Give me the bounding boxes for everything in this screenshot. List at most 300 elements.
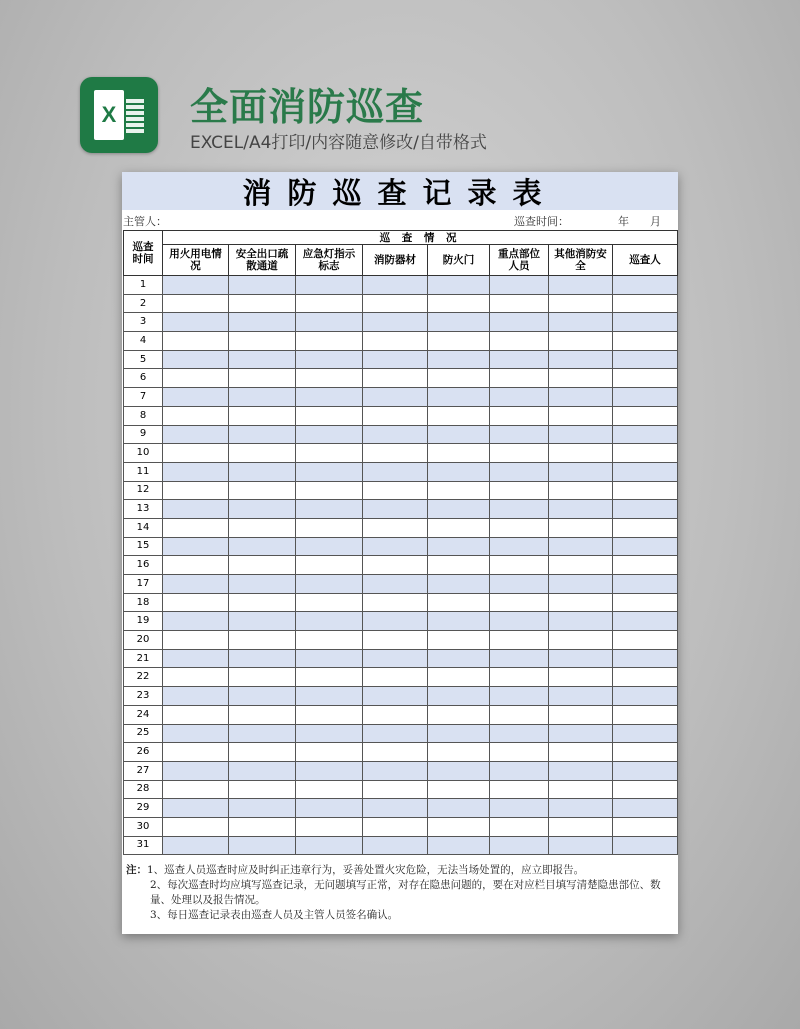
table-cell[interactable]	[428, 687, 490, 706]
table-cell[interactable]	[428, 799, 490, 818]
table-cell[interactable]	[490, 687, 549, 706]
column-header: 防火门	[428, 245, 490, 276]
table-cell[interactable]	[296, 444, 363, 463]
table-cell[interactable]	[296, 668, 363, 687]
table-cell[interactable]	[229, 294, 296, 313]
table-cell[interactable]	[613, 575, 678, 594]
table-cell[interactable]	[490, 780, 549, 799]
spreadsheet	[122, 172, 678, 934]
table-cell[interactable]	[549, 481, 613, 500]
table-cell[interactable]	[363, 369, 428, 388]
table-cell[interactable]	[613, 780, 678, 799]
table-cell[interactable]	[296, 724, 363, 743]
table-cell[interactable]	[428, 649, 490, 668]
table-cell[interactable]	[363, 724, 428, 743]
table-cell[interactable]	[229, 388, 296, 407]
table-cell[interactable]	[363, 668, 428, 687]
table-cell[interactable]	[363, 780, 428, 799]
table-cell[interactable]	[613, 836, 678, 855]
table-cell[interactable]	[490, 388, 549, 407]
sheet-title: 消防巡查记录表	[122, 172, 678, 210]
table-cell[interactable]	[613, 388, 678, 407]
table-cell[interactable]	[163, 425, 229, 444]
table-cell[interactable]	[163, 631, 229, 650]
table-cell[interactable]	[296, 500, 363, 519]
table-cell[interactable]	[549, 444, 613, 463]
table-cell[interactable]	[490, 724, 549, 743]
table-cell[interactable]	[549, 631, 613, 650]
table-cell[interactable]	[549, 668, 613, 687]
table-cell[interactable]	[296, 817, 363, 836]
table-cell[interactable]	[428, 425, 490, 444]
table-cell[interactable]	[163, 350, 229, 369]
table-cell[interactable]	[549, 761, 613, 780]
table-cell[interactable]	[296, 612, 363, 631]
table-cell[interactable]	[229, 687, 296, 706]
table-cell[interactable]	[428, 705, 490, 724]
info-row	[122, 210, 678, 230]
table-cell[interactable]	[490, 593, 549, 612]
table-cell[interactable]	[163, 406, 229, 425]
table-cell[interactable]	[363, 518, 428, 537]
table-cell[interactable]	[549, 836, 613, 855]
table-cell[interactable]	[163, 612, 229, 631]
note-1: 1、巡查人员巡查时应及时纠正违章行为，妥善处置火灾危险，无法当场处置的，应立即报告。	[147, 864, 585, 877]
table-cell[interactable]	[296, 313, 363, 332]
table-cell[interactable]	[549, 462, 613, 481]
table-cell[interactable]	[490, 649, 549, 668]
table-cell[interactable]	[549, 817, 613, 836]
table-cell[interactable]	[296, 388, 363, 407]
table-cell[interactable]	[428, 556, 490, 575]
row-label: 9	[124, 425, 163, 444]
table-row	[124, 518, 678, 537]
table-cell[interactable]	[163, 761, 229, 780]
table-cell[interactable]	[490, 743, 549, 762]
column-header: 消防器材	[363, 245, 428, 276]
table-cell[interactable]	[229, 462, 296, 481]
table-cell[interactable]	[229, 537, 296, 556]
table-cell[interactable]	[363, 687, 428, 706]
table-cell[interactable]	[163, 294, 229, 313]
table-cell[interactable]	[428, 332, 490, 351]
table-cell[interactable]	[428, 817, 490, 836]
table-cell[interactable]	[549, 556, 613, 575]
table-cell[interactable]	[549, 350, 613, 369]
table-cell[interactable]	[229, 500, 296, 519]
table-cell[interactable]	[549, 388, 613, 407]
table-cell[interactable]	[549, 593, 613, 612]
table-cell[interactable]	[549, 743, 613, 762]
table-cell[interactable]	[613, 612, 678, 631]
patrol-table	[123, 230, 678, 855]
table-cell[interactable]	[428, 276, 490, 295]
table-cell[interactable]	[229, 761, 296, 780]
table-cell[interactable]	[613, 425, 678, 444]
table-cell[interactable]	[229, 836, 296, 855]
table-cell[interactable]	[163, 462, 229, 481]
row-label: 13	[124, 500, 163, 519]
table-cell[interactable]	[428, 575, 490, 594]
table-cell[interactable]	[490, 444, 549, 463]
table-cell[interactable]	[549, 649, 613, 668]
table-cell[interactable]	[613, 481, 678, 500]
table-cell[interactable]	[296, 761, 363, 780]
table-cell[interactable]	[490, 369, 549, 388]
table-cell[interactable]	[613, 799, 678, 818]
table-cell[interactable]	[613, 593, 678, 612]
table-cell[interactable]	[229, 425, 296, 444]
table-cell[interactable]	[428, 743, 490, 762]
table-cell[interactable]	[428, 761, 490, 780]
table-cell[interactable]	[296, 462, 363, 481]
table-cell[interactable]	[613, 761, 678, 780]
column-header: 应急灯指示标志	[296, 245, 363, 276]
table-cell[interactable]	[363, 575, 428, 594]
table-cell[interactable]	[613, 350, 678, 369]
row-label: 7	[124, 388, 163, 407]
table-cell[interactable]	[363, 444, 428, 463]
col-time-header: 巡查时间	[124, 231, 163, 276]
table-cell[interactable]	[613, 743, 678, 762]
table-cell[interactable]	[363, 332, 428, 351]
table-cell[interactable]	[296, 687, 363, 706]
table-cell[interactable]	[613, 462, 678, 481]
table-cell[interactable]	[549, 313, 613, 332]
table-row	[124, 276, 678, 295]
table-cell[interactable]	[428, 294, 490, 313]
table-cell[interactable]	[363, 425, 428, 444]
table-cell[interactable]	[363, 462, 428, 481]
table-cell[interactable]	[613, 649, 678, 668]
column-header: 安全出口疏散通道	[229, 245, 296, 276]
table-cell[interactable]	[163, 556, 229, 575]
table-cell[interactable]	[613, 276, 678, 295]
table-cell[interactable]	[490, 294, 549, 313]
row-label: 5	[124, 350, 163, 369]
table-cell[interactable]	[296, 350, 363, 369]
table-cell[interactable]	[613, 444, 678, 463]
table-cell[interactable]	[613, 724, 678, 743]
table-cell[interactable]	[163, 537, 229, 556]
table-cell[interactable]	[163, 687, 229, 706]
table-cell[interactable]	[296, 481, 363, 500]
table-cell[interactable]	[490, 518, 549, 537]
table-cell[interactable]	[229, 369, 296, 388]
table-cell[interactable]	[490, 276, 549, 295]
table-cell[interactable]	[428, 537, 490, 556]
table-cell[interactable]	[549, 425, 613, 444]
table-cell[interactable]	[428, 724, 490, 743]
row-label: 26	[124, 743, 163, 762]
table-cell[interactable]	[428, 406, 490, 425]
table-row	[124, 537, 678, 556]
table-cell[interactable]	[549, 276, 613, 295]
table-cell[interactable]	[229, 313, 296, 332]
table-cell[interactable]	[613, 518, 678, 537]
table-cell[interactable]	[490, 817, 549, 836]
table-cell[interactable]	[163, 276, 229, 295]
page-title: 全面消防巡查	[190, 85, 425, 129]
table-cell[interactable]	[163, 817, 229, 836]
table-row	[124, 350, 678, 369]
table-cell[interactable]	[229, 668, 296, 687]
table-cell[interactable]	[613, 668, 678, 687]
page-subtitle: EXCEL/A4打印/内容随意修改/自带格式	[190, 133, 487, 153]
table-cell[interactable]	[549, 575, 613, 594]
table-cell[interactable]	[490, 799, 549, 818]
table-cell[interactable]	[428, 388, 490, 407]
row-label: 22	[124, 668, 163, 687]
table-cell[interactable]	[229, 612, 296, 631]
table-cell[interactable]	[490, 481, 549, 500]
table-cell[interactable]	[428, 836, 490, 855]
table-cell[interactable]	[490, 350, 549, 369]
table-cell[interactable]	[363, 649, 428, 668]
table-cell[interactable]	[428, 593, 490, 612]
table-cell[interactable]	[296, 780, 363, 799]
table-cell[interactable]	[296, 406, 363, 425]
table-cell[interactable]	[229, 332, 296, 351]
table-cell[interactable]	[163, 500, 229, 519]
table-cell[interactable]	[229, 444, 296, 463]
row-label: 11	[124, 462, 163, 481]
table-cell[interactable]	[229, 780, 296, 799]
table-cell[interactable]	[490, 462, 549, 481]
table-row	[124, 649, 678, 668]
table-cell[interactable]	[163, 705, 229, 724]
table-cell[interactable]	[490, 631, 549, 650]
time-label: 巡查时间：	[514, 215, 569, 228]
table-cell[interactable]	[163, 780, 229, 799]
table-cell[interactable]	[549, 406, 613, 425]
column-header: 重点部位人员	[490, 245, 549, 276]
table-cell[interactable]	[490, 668, 549, 687]
table-cell[interactable]	[163, 313, 229, 332]
table-cell[interactable]	[296, 705, 363, 724]
table-cell[interactable]	[490, 500, 549, 519]
table-cell[interactable]	[490, 705, 549, 724]
table-cell[interactable]	[363, 388, 428, 407]
table-cell[interactable]	[296, 649, 363, 668]
table-cell[interactable]	[296, 294, 363, 313]
table-cell[interactable]	[428, 313, 490, 332]
table-cell[interactable]	[163, 724, 229, 743]
table-cell[interactable]	[229, 705, 296, 724]
table-cell[interactable]	[428, 350, 490, 369]
table-cell[interactable]	[229, 406, 296, 425]
table-cell[interactable]	[163, 332, 229, 351]
table-cell[interactable]	[363, 761, 428, 780]
row-label: 1	[124, 276, 163, 295]
table-cell[interactable]	[363, 705, 428, 724]
notes-prefix: 注：	[126, 864, 147, 877]
table-cell[interactable]	[296, 743, 363, 762]
table-cell[interactable]	[363, 294, 428, 313]
row-label: 6	[124, 369, 163, 388]
table-cell[interactable]	[363, 276, 428, 295]
table-cell[interactable]	[229, 724, 296, 743]
table-cell[interactable]	[296, 593, 363, 612]
row-label: 28	[124, 780, 163, 799]
table-cell[interactable]	[296, 575, 363, 594]
table-cell[interactable]	[428, 612, 490, 631]
column-header: 其他消防安全	[549, 245, 613, 276]
table-cell[interactable]	[490, 836, 549, 855]
table-cell[interactable]	[296, 537, 363, 556]
table-cell[interactable]	[296, 799, 363, 818]
table-cell[interactable]	[428, 518, 490, 537]
table-cell[interactable]	[490, 556, 549, 575]
row-label: 24	[124, 705, 163, 724]
table-row	[124, 481, 678, 500]
table-cell[interactable]	[613, 817, 678, 836]
table-cell[interactable]	[613, 332, 678, 351]
table-row	[124, 817, 678, 836]
table-cell[interactable]	[613, 294, 678, 313]
table-cell[interactable]	[163, 593, 229, 612]
table-cell[interactable]	[363, 500, 428, 519]
row-label: 21	[124, 649, 163, 668]
table-cell[interactable]	[229, 593, 296, 612]
table-cell[interactable]	[613, 631, 678, 650]
table-cell[interactable]	[613, 406, 678, 425]
table-cell[interactable]	[428, 481, 490, 500]
table-cell[interactable]	[549, 500, 613, 519]
table-cell[interactable]	[163, 575, 229, 594]
table-cell[interactable]	[613, 500, 678, 519]
table-cell[interactable]	[428, 369, 490, 388]
table-cell[interactable]	[428, 462, 490, 481]
table-cell[interactable]	[163, 743, 229, 762]
table-cell[interactable]	[363, 817, 428, 836]
table-cell[interactable]	[363, 612, 428, 631]
table-cell[interactable]	[363, 313, 428, 332]
row-label: 8	[124, 406, 163, 425]
row-label: 12	[124, 481, 163, 500]
table-cell[interactable]	[549, 537, 613, 556]
table-cell[interactable]	[549, 294, 613, 313]
table-cell[interactable]	[163, 836, 229, 855]
table-cell[interactable]	[163, 481, 229, 500]
table-cell[interactable]	[363, 799, 428, 818]
table-cell[interactable]	[428, 631, 490, 650]
row-label: 31	[124, 836, 163, 855]
table-cell[interactable]	[163, 799, 229, 818]
table-cell[interactable]	[229, 799, 296, 818]
table-cell[interactable]	[490, 313, 549, 332]
table-cell[interactable]	[163, 388, 229, 407]
table-cell[interactable]	[363, 537, 428, 556]
table-row	[124, 556, 678, 575]
table-cell[interactable]	[613, 537, 678, 556]
table-cell[interactable]	[613, 687, 678, 706]
table-row	[124, 425, 678, 444]
table-cell[interactable]	[549, 780, 613, 799]
table-cell[interactable]	[163, 369, 229, 388]
table-cell[interactable]	[549, 332, 613, 351]
table-cell[interactable]	[229, 350, 296, 369]
table-cell[interactable]	[613, 705, 678, 724]
column-header: 用火用电情况	[163, 245, 229, 276]
table-cell[interactable]	[490, 425, 549, 444]
row-label: 23	[124, 687, 163, 706]
table-cell[interactable]	[163, 649, 229, 668]
table-cell[interactable]	[229, 481, 296, 500]
table-cell[interactable]	[163, 444, 229, 463]
table-cell[interactable]	[363, 631, 428, 650]
table-cell[interactable]	[613, 313, 678, 332]
table-cell[interactable]	[363, 836, 428, 855]
table-cell[interactable]	[296, 276, 363, 295]
table-row	[124, 724, 678, 743]
table-cell[interactable]	[490, 537, 549, 556]
month-label: 月	[650, 215, 661, 228]
table-cell[interactable]	[229, 276, 296, 295]
table-cell[interactable]	[549, 612, 613, 631]
table-cell[interactable]	[296, 369, 363, 388]
table-cell[interactable]	[549, 799, 613, 818]
table-cell[interactable]	[229, 518, 296, 537]
table-row	[124, 631, 678, 650]
table-cell[interactable]	[363, 481, 428, 500]
table-cell[interactable]	[490, 575, 549, 594]
table-row	[124, 294, 678, 313]
supervisor-label: 主管人：	[123, 215, 167, 228]
table-cell[interactable]	[363, 406, 428, 425]
table-cell[interactable]	[296, 631, 363, 650]
table-row	[124, 668, 678, 687]
table-cell[interactable]	[363, 743, 428, 762]
table-cell[interactable]	[549, 518, 613, 537]
table-cell[interactable]	[363, 556, 428, 575]
table-cell[interactable]	[490, 406, 549, 425]
table-cell[interactable]	[428, 500, 490, 519]
table-cell[interactable]	[296, 556, 363, 575]
table-cell[interactable]	[363, 350, 428, 369]
table-cell[interactable]	[229, 575, 296, 594]
table-row	[124, 500, 678, 519]
row-label: 18	[124, 593, 163, 612]
table-cell[interactable]	[490, 761, 549, 780]
table-cell[interactable]	[428, 444, 490, 463]
table-cell[interactable]	[163, 668, 229, 687]
table-cell[interactable]	[296, 332, 363, 351]
table-cell[interactable]	[549, 687, 613, 706]
table-cell[interactable]	[163, 518, 229, 537]
table-cell[interactable]	[229, 743, 296, 762]
table-row	[124, 780, 678, 799]
table-cell[interactable]	[296, 518, 363, 537]
table-cell[interactable]	[549, 369, 613, 388]
table-cell[interactable]	[613, 369, 678, 388]
table-cell[interactable]	[229, 817, 296, 836]
table-cell[interactable]	[549, 724, 613, 743]
table-cell[interactable]	[296, 425, 363, 444]
table-cell[interactable]	[490, 612, 549, 631]
table-cell[interactable]	[490, 332, 549, 351]
table-cell[interactable]	[229, 556, 296, 575]
table-cell[interactable]	[229, 649, 296, 668]
table-cell[interactable]	[549, 705, 613, 724]
table-cell[interactable]	[613, 556, 678, 575]
table-cell[interactable]	[296, 836, 363, 855]
table-cell[interactable]	[229, 631, 296, 650]
table-cell[interactable]	[428, 668, 490, 687]
table-cell[interactable]	[363, 593, 428, 612]
table-cell[interactable]	[428, 780, 490, 799]
row-label: 2	[124, 294, 163, 313]
